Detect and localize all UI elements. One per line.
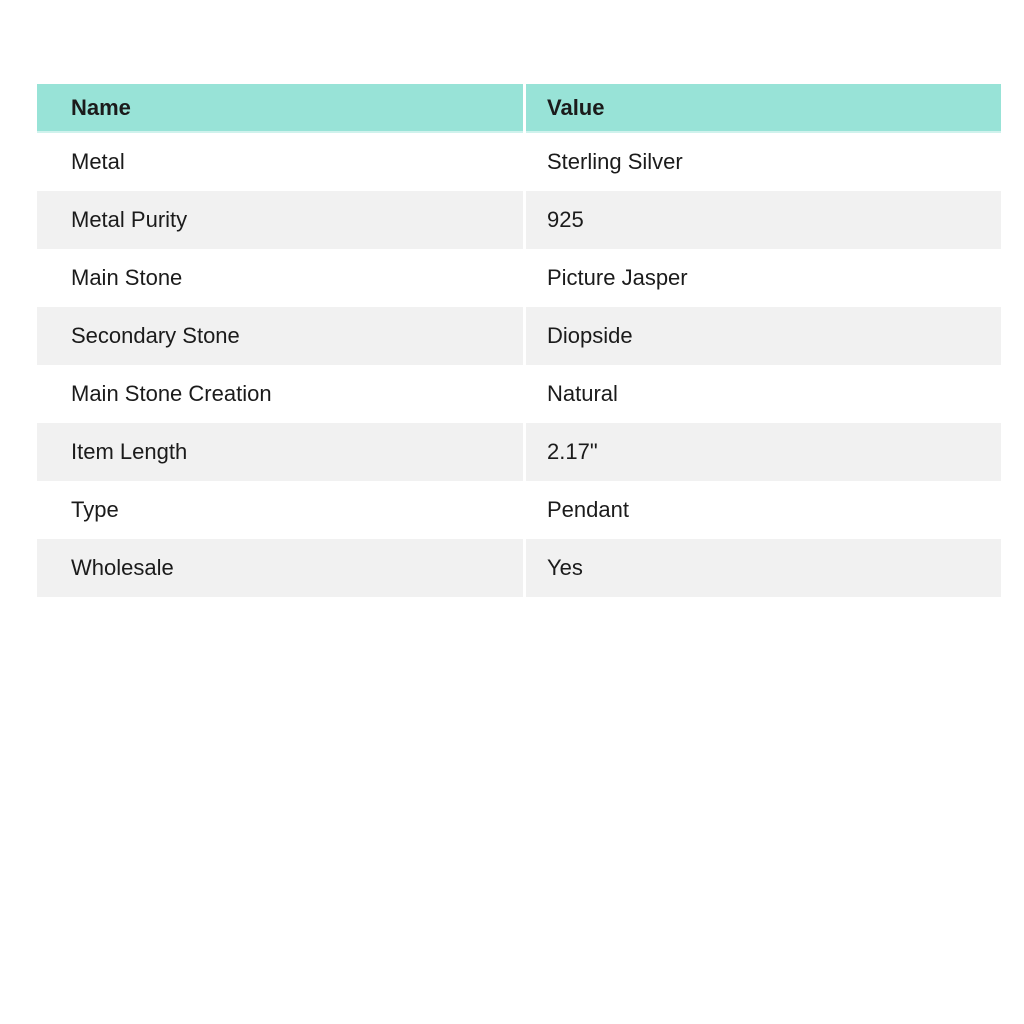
row-name-cell: Metal (71, 149, 125, 174)
row-name-cell: Secondary Stone (37, 307, 523, 365)
table-body (37, 133, 1001, 597)
row-name-cell: Wholesale (37, 539, 523, 597)
table-row (37, 249, 1001, 307)
row-value-cell: 2.17" (526, 423, 1001, 481)
row-value-cell: 925 (526, 191, 1001, 249)
row-value-cell: Sterling Silver (547, 149, 683, 174)
row-value-cell: Yes (526, 539, 1001, 597)
table-header-row (37, 84, 1001, 133)
row-name-cell: Main Stone (71, 265, 183, 290)
row-value-cell: Natural (547, 381, 618, 406)
table-row (37, 191, 1001, 249)
row-name-cell: Metal Purity (37, 191, 523, 249)
table-row (37, 133, 1001, 191)
table-row (37, 539, 1001, 597)
header-cell-value: Value (526, 84, 1001, 133)
table-row (37, 481, 1001, 539)
row-name-cell: Type (71, 497, 119, 522)
row-name-cell: Item Length (37, 423, 523, 481)
attributes-table (37, 84, 1001, 597)
table-row (37, 365, 1001, 423)
row-name-cell: Main Stone Creation (71, 381, 272, 406)
header-cell-name: Name (37, 84, 523, 133)
table-row (37, 307, 1001, 365)
row-value-cell: Diopside (526, 307, 1001, 365)
row-value-cell: Picture Jasper (547, 265, 688, 290)
row-value-cell: Pendant (547, 497, 629, 522)
table-row (37, 423, 1001, 481)
